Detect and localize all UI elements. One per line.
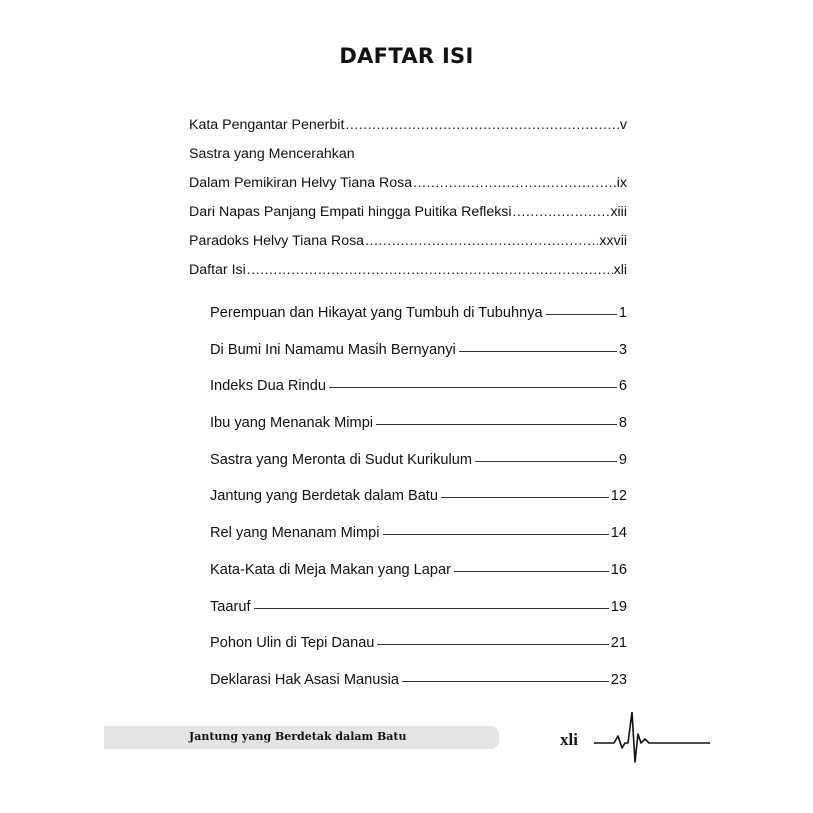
entry-label: Dari Napas Panjang Empati hingga Puitika Refleksi <box>189 204 512 220</box>
front-matter-entry[interactable] <box>189 204 627 233</box>
poem-entry[interactable] <box>210 562 627 599</box>
entry-label: Daftar Isi <box>189 262 246 278</box>
poem-entry[interactable] <box>210 378 627 415</box>
line-leader <box>546 314 617 315</box>
entry-page: xxvii <box>599 233 627 249</box>
entry-page: v <box>619 117 627 133</box>
poem-entry[interactable] <box>210 415 627 452</box>
dot-leader <box>513 204 610 220</box>
entry-label: Kata-Kata di Meja Makan yang Lapar <box>210 561 451 578</box>
entry-page: 1 <box>618 305 627 321</box>
entry-label: Ibu yang Menanak Mimpi <box>210 415 374 432</box>
poem-entry[interactable] <box>210 342 627 379</box>
entry-label: Pohon Ulin di Tepi Danau <box>210 635 375 652</box>
line-leader <box>329 387 617 388</box>
line-leader <box>459 351 617 352</box>
poem-entry[interactable] <box>210 672 627 709</box>
entry-page: 14 <box>610 525 627 542</box>
entry-page: 3 <box>618 341 627 358</box>
front-matter-entry[interactable] <box>189 146 627 175</box>
dot-leader <box>365 233 598 249</box>
entry-page: 6 <box>618 378 627 395</box>
line-leader <box>475 461 617 462</box>
front-matter-entry[interactable] <box>189 117 627 146</box>
entry-page: 19 <box>610 598 627 615</box>
line-leader <box>376 424 617 425</box>
dot-leader <box>345 117 619 133</box>
entry-label: Jantung yang Berdetak dalam Batu <box>210 488 438 505</box>
page-title: DAFTAR ISI <box>339 44 474 68</box>
line-leader <box>254 608 609 609</box>
entry-label: Deklarasi Hak Asasi Manusia <box>210 671 399 688</box>
dot-leader <box>247 262 613 278</box>
line-leader <box>402 681 609 682</box>
dot-leader <box>413 175 616 191</box>
entry-label: Sastra yang Mencerahkan <box>189 146 355 162</box>
front-matter-list <box>189 117 627 291</box>
entry-label: Sastra yang Meronta di Sudut Kurikulum <box>210 451 473 468</box>
poem-list <box>210 305 627 709</box>
entry-page: 21 <box>610 635 627 652</box>
entry-label: Dalam Pemikiran Helvy Tiana Rosa <box>189 175 413 191</box>
poem-entry[interactable] <box>210 305 627 342</box>
entry-page: 16 <box>610 561 627 578</box>
entry-label: Indeks Dua Rindu <box>210 378 327 395</box>
entry-page: 9 <box>618 451 627 468</box>
entry-page: 8 <box>618 415 627 432</box>
entry-page: 23 <box>610 671 627 688</box>
entry-page: xiii <box>610 204 627 220</box>
entry-label: Di Bumi Ini Namamu Masih Bernyanyi <box>210 341 456 358</box>
poem-entry[interactable] <box>210 635 627 672</box>
entry-page: xli <box>613 262 627 278</box>
line-leader <box>383 534 609 535</box>
entry-label: Taaruf <box>210 598 251 615</box>
entry-label: Paradoks Helvy Tiana Rosa <box>189 233 365 249</box>
entry-label: Kata Pengantar Penerbit <box>189 117 345 133</box>
front-matter-entry[interactable] <box>189 175 627 204</box>
entry-label: Rel yang Menanam Mimpi <box>210 525 380 542</box>
entry-page: 12 <box>610 488 627 505</box>
poem-entry[interactable] <box>210 525 627 562</box>
poem-entry[interactable] <box>210 452 627 489</box>
poem-entry[interactable] <box>210 488 627 525</box>
page-number: xli <box>560 730 578 749</box>
front-matter-entry[interactable] <box>189 233 627 262</box>
running-footer-title: Jantung yang Berdetak dalam Batu <box>189 730 407 743</box>
front-matter-entry[interactable] <box>189 262 627 291</box>
heartbeat-line-icon <box>594 712 712 764</box>
line-leader <box>441 497 609 498</box>
entry-page: ix <box>616 175 627 191</box>
line-leader <box>377 644 608 645</box>
poem-entry[interactable] <box>210 599 627 636</box>
entry-label: Perempuan dan Hikayat yang Tumbuh di Tubuhnya <box>210 305 543 321</box>
line-leader <box>454 571 609 572</box>
